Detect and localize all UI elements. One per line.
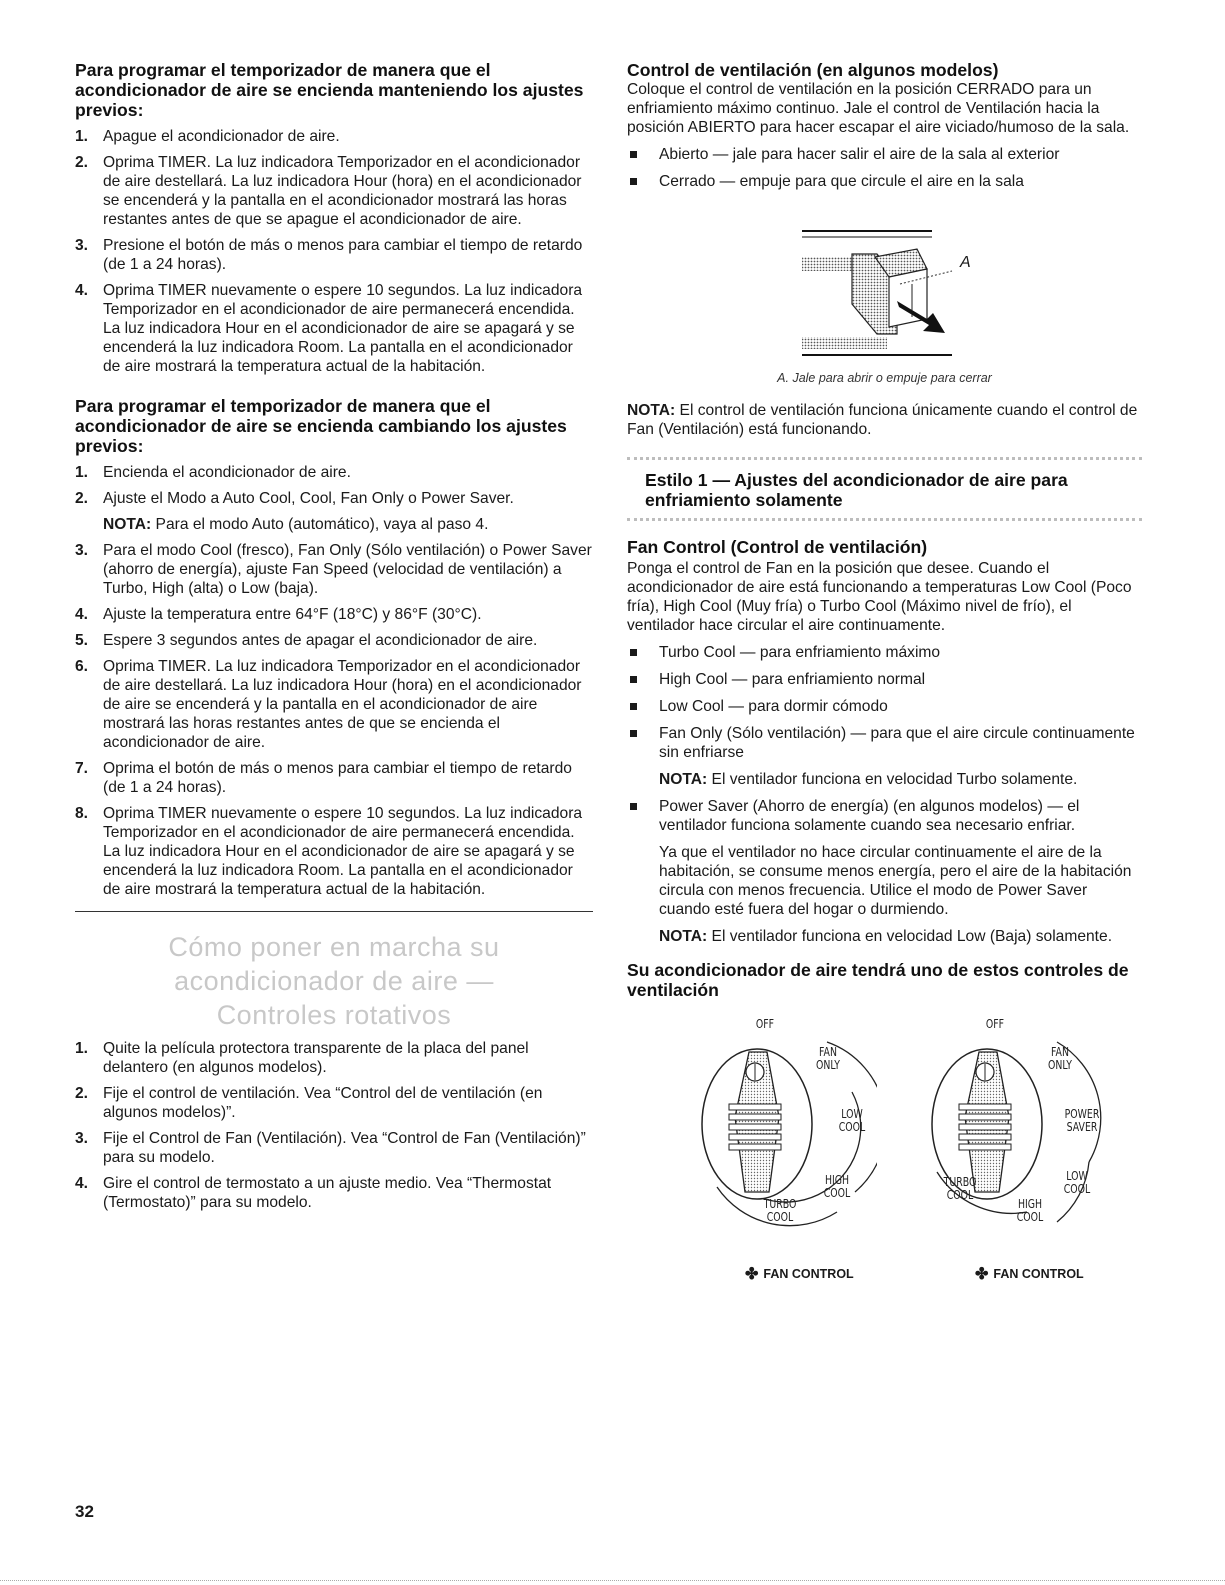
list-item: [627, 697, 1142, 716]
list-item: [627, 172, 1142, 191]
step-item: [75, 605, 593, 624]
style1-banner: [627, 457, 1142, 521]
dial-label-low-cool: LOW COOL: [1063, 1169, 1091, 1196]
bullet-text: Fan Only (Sólo ventilación) — para que el aire circule continuamente sin enfriarse: [659, 725, 1135, 761]
bullet-icon: [630, 703, 637, 710]
dial-label-power-saver: POWER SAVER: [1064, 1107, 1100, 1134]
steps-list: [75, 1039, 593, 1212]
fan-control-label: FAN CONTROL: [763, 1267, 854, 1281]
fan-control-caption: [975, 1264, 1084, 1284]
step-item: [75, 804, 593, 899]
page-number: 32: [75, 1502, 94, 1521]
step-text: Fije el control de ventilación. Vea “Control del de ventilación (en algunos modelos)”.: [103, 1085, 543, 1121]
bullet-list: [627, 643, 1142, 762]
dial-knob-icon: [687, 1012, 877, 1262]
note-label: NOTA:: [659, 928, 708, 945]
step-text: Fije el Control de Fan (Ventilación). Vea “Control de Fan (Ventilación)” para su modelo.: [103, 1130, 586, 1166]
section-heading: Para programar el temporizador de manera que el acondicionador de aire se encienda manteniendo los ajustes previos:: [75, 60, 584, 120]
step-item: [75, 127, 593, 146]
step-number: 4.: [75, 606, 89, 623]
step-text: Presione el botón de más o menos para cambiar el tiempo de retardo (de 1 a 24 horas).: [103, 237, 583, 273]
step-item: [75, 631, 593, 650]
step-text: Ajuste el Modo a Auto Cool, Cool, Fan Only o Power Saver.: [103, 490, 514, 507]
list-item: [627, 797, 1142, 835]
step-text: Oprima TIMER. La luz indicadora Temporizador en el acondicionador de aire destellará. La luz indicadora Hour (hora) en el acondicionador de aire se encenderá y la pantalla en el acondicionador de aire mostrará las horas restantes antes de que se encienda el acondicionador de aire.: [103, 658, 582, 751]
step-number: 3.: [75, 237, 89, 254]
bullet-icon: [630, 178, 637, 185]
step-number: 3.: [75, 1130, 89, 1147]
vent-control-section: [627, 60, 1142, 439]
vent-intro: Coloque el control de ventilación en la posición CERRADO para un enfriamiento máximo continuo. Jale el control de Ventilación hacia la posición ABIERTO para hacer escapar el aire viciado/humoso de la sala.: [627, 81, 1130, 136]
fan-control-dials: [627, 1012, 1142, 1312]
dial-label-fan-only: FAN ONLY: [1047, 1045, 1073, 1072]
step-text: Oprima el botón de más o menos para cambiar el tiempo de retardo (de 1 a 24 horas).: [103, 760, 572, 796]
dial-label-high-cool: HIGH COOL: [823, 1173, 851, 1200]
step-item: [75, 236, 593, 274]
step-number: 4.: [75, 282, 89, 299]
bullet-text: High Cool — para enfriamiento normal: [659, 671, 926, 688]
note-label: NOTA:: [103, 516, 152, 533]
dial-label-low-cool: LOW COOL: [838, 1107, 866, 1134]
step-number: 2.: [75, 154, 89, 171]
step-item: [75, 281, 593, 376]
fan-control-dial-1: [687, 1012, 877, 1312]
step-text: Apague el acondicionador de aire.: [103, 128, 340, 145]
step-text: Quite la película protectora transparente de la placa del panel delantero (en algunos modelos).: [103, 1040, 529, 1076]
step-number: 2.: [75, 1085, 89, 1102]
section-title: [75, 930, 593, 1032]
step-item: [75, 153, 593, 229]
note: [627, 770, 1142, 789]
step-item: [75, 1084, 593, 1122]
section-title-line: acondicionador de aire —: [174, 966, 494, 996]
fan-intro: Ponga el control de Fan en la posición que desee. Cuando el acondicionador de aire está funcionando a temperaturas Low Cool (Poco fría), High Cool (Muy fría) o Turbo Cool (Máximo nivel de frío), el ventilador hace circular el aire continuamente.: [627, 560, 1132, 634]
list-item: [627, 643, 1142, 662]
dial-label-off: OFF: [755, 1017, 775, 1031]
step-item: [75, 759, 593, 797]
step-text: Oprima TIMER nuevamente o espere 10 segundos. La luz indicadora Temporizador en el acondicionador de aire permanecerá encendida. La luz indicadora Hour en el acondicionador de aire se apagará y se encenderá la luz indicadora Room. La pantalla en el acondicionador de aire mostrará la temperatura actual de la habitación.: [103, 282, 583, 375]
fan-control-label: FAN CONTROL: [993, 1267, 1084, 1281]
note-label: NOTA:: [659, 771, 708, 788]
step-number: 1.: [75, 1040, 89, 1057]
banner-title: Estilo 1 — Ajustes del acondicionador de aire para enfriamiento solamente: [645, 470, 1068, 510]
step-number: 1.: [75, 464, 89, 481]
vent-note: [627, 401, 1142, 439]
dial-knob-icon: [917, 1012, 1107, 1262]
section-title-line: Cómo poner en marcha su: [168, 932, 500, 962]
step-text: Gire el control de termostato a un ajuste medio. Vea “Thermostat (Termostato)” para su modelo.: [103, 1175, 552, 1211]
right-column: [627, 60, 1142, 1312]
section-heading: Control de ventilación (en algunos modelos): [627, 60, 999, 80]
bullet-list: [627, 797, 1142, 835]
step-number: 6.: [75, 658, 89, 675]
step-item: [75, 1174, 593, 1212]
bullet-list: [627, 145, 1142, 191]
note: [75, 515, 593, 534]
step-item: [75, 489, 593, 508]
bullet-icon: [630, 151, 637, 158]
controls-heading: Su acondicionador de aire tendrá uno de estos controles de ventilación: [627, 960, 1129, 1000]
dial-label-fan-only: FAN ONLY: [815, 1045, 841, 1072]
fan-control-caption: [745, 1264, 854, 1284]
note-text: El ventilador funciona en velocidad Low (Baja) solamente.: [707, 928, 1113, 945]
fan-icon: ✤: [745, 1266, 759, 1283]
bullet-icon: [630, 649, 637, 656]
note-text: Para el modo Auto (automático), vaya al paso 4.: [151, 516, 489, 533]
step-number: 7.: [75, 760, 89, 777]
step-item: [75, 1129, 593, 1167]
rotary-controls-section: [75, 930, 593, 1212]
step-text: Para el modo Cool (fresco), Fan Only (Sólo ventilación) o Power Saver (ahorro de energía), ajuste Fan Speed (velocidad de ventilación) a Turbo, High (alta) o Low (baja).: [103, 542, 592, 597]
note: [627, 927, 1142, 946]
power-saver-paragraph: Ya que el ventilador no hace circular continuamente el aire de la habitación, se consume menos energía, pero el aire de la habitación circula con menos frecuencia. Utilice el modo de Power Saver cuando esté fuera del hogar o durmiendo.: [659, 844, 1132, 918]
section-heading: Fan Control (Control de ventilación): [627, 537, 928, 557]
bullet-icon: [630, 676, 637, 683]
figure-caption: A. Jale para abrir o empuje para cerrar: [777, 371, 992, 385]
bullet-text: Power Saver (Ahorro de energía) (en algunos modelos) — el ventilador funciona solamente cuando sea necesario enfriar.: [659, 798, 1080, 834]
step-number: 5.: [75, 632, 89, 649]
vent-lever-illustration: [627, 209, 1142, 369]
bullet-text: Cerrado — empuje para que circule el aire en la sala: [659, 173, 1024, 190]
bottom-rule: [0, 1580, 1225, 1581]
section-title-line: Controles rotativos: [216, 1000, 452, 1030]
step-number: 2.: [75, 490, 89, 507]
list-item: [627, 145, 1142, 164]
fan-control-section: [627, 537, 1142, 1000]
fan-icon: ✤: [975, 1266, 989, 1283]
step-text: Oprima TIMER. La luz indicadora Temporizador en el acondicionador de aire destellará. La luz indicadora Hour (hora) en el acondicionador se encenderá y la pantalla en el acondicionador mostrará las horas restantes antes de que se apague el acondicionador de aire.: [103, 154, 582, 228]
dial-label-off: OFF: [985, 1017, 1005, 1031]
timer-keep-settings-section: [75, 60, 593, 376]
dial-label-high-cool: HIGH COOL: [1016, 1197, 1044, 1224]
note-label: NOTA:: [627, 402, 676, 419]
step-text: Encienda el acondicionador de aire.: [103, 464, 351, 481]
step-number: 4.: [75, 1175, 89, 1192]
bullet-icon: [630, 803, 637, 810]
section-divider: [75, 911, 593, 912]
dial-label-turbo-cool: TURBO COOL: [943, 1175, 977, 1202]
timer-change-settings-section: [75, 396, 593, 899]
bullet-text: Abierto — jale para hacer salir el aire de la sala al exterior: [659, 146, 1060, 163]
bullet-icon: [630, 730, 637, 737]
bullet-text: Low Cool — para dormir cómodo: [659, 698, 888, 715]
step-number: 8.: [75, 805, 89, 822]
steps-list: [75, 127, 593, 376]
step-text: Espere 3 segundos antes de apagar el acondicionador de aire.: [103, 632, 538, 649]
steps-list: [75, 463, 593, 899]
step-item: [75, 1039, 593, 1077]
note-text: El ventilador funciona en velocidad Turbo solamente.: [707, 771, 1078, 788]
step-number: 3.: [75, 542, 89, 559]
section-heading: Para programar el temporizador de manera que el acondicionador de aire se encienda cambiando los ajustes previos:: [75, 396, 567, 456]
list-item: [627, 724, 1142, 762]
fan-control-dial-2: [917, 1012, 1107, 1312]
left-column: [75, 60, 593, 1212]
dial-label-turbo-cool: TURBO COOL: [763, 1197, 797, 1224]
list-item: [627, 670, 1142, 689]
step-text: Oprima TIMER nuevamente o espere 10 segundos. La luz indicadora Temporizador en el acondicionador de aire permanecerá encendida. La luz indicadora Hour en el acondicionador de aire se apagará y se encenderá la luz indicadora Room. La pantalla en el acondicionador de aire mostrará la temperatura actual de la habitación.: [103, 805, 583, 898]
step-item: [75, 657, 593, 752]
bullet-text: Turbo Cool — para enfriamiento máximo: [659, 644, 941, 661]
note-text: El control de ventilación funciona únicamente cuando el control de Fan (Ventilación) está funcionando.: [627, 402, 1138, 438]
figure-callout-a: A: [960, 254, 971, 271]
vent-figure: [627, 209, 1142, 369]
step-text: Ajuste la temperatura entre 64°F (18°C) y 86°F (30°C).: [103, 606, 482, 623]
step-item: [75, 541, 593, 598]
step-item: [75, 463, 593, 482]
step-number: 1.: [75, 128, 89, 145]
